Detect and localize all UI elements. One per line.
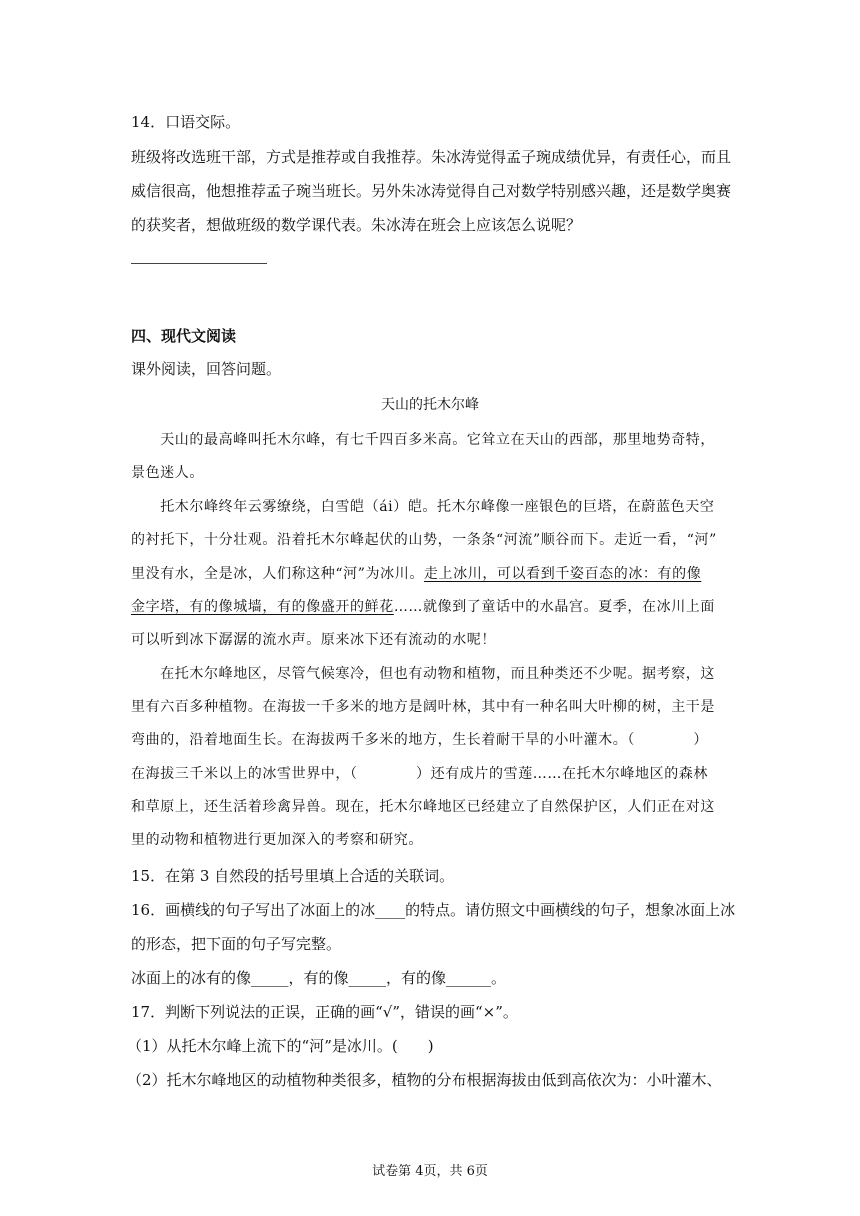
question-16-line-2: 的形态，把下面的句子写完整。 xyxy=(131,935,342,953)
passage-p2-line-1: 托木尔峰终年云雾缭绕，白雪皑（ái）皑。托木尔峰像一座银色的巨塔，在蔚蓝色天空 xyxy=(131,499,715,515)
passage-p2-line-4-plain: ……就像到了童话中的水晶宫。夏季，在冰川上面 xyxy=(393,599,716,615)
passage-p2-line-2: 的衬托下，十分壮观。沿着托木尔峰起伏的山势，一条条“河流”顺谷而下。走近一看，“河” xyxy=(131,532,717,548)
passage-title: 天山的托木尔峰 xyxy=(381,397,479,413)
q14-heading: 14．口语交际。 xyxy=(131,113,241,131)
underlined-sentence-part-2: 金字塔，有的像城墙，有的像盛开的鲜花 xyxy=(131,599,394,615)
passage-p3-line-2: 里有六百多种植物。在海拔一千多米的地方是阔叶林，其中有一种名叫大叶柳的树，主干是 xyxy=(131,699,715,715)
q14-text-line-1: 班级将改选班干部，方式是推荐或自我推荐。朱冰涛觉得孟子琬成绩优异，有责任心，而且 xyxy=(131,148,732,166)
passage-p2-line-3-plain: 里没有水，全是冰，人们称这种“河”为冰川。 xyxy=(131,566,424,582)
question-16-line-3: 冰面上的冰有的像_____，有的像_____，有的像______。 xyxy=(131,969,507,987)
q14-text-line-3: 的获奖者，想做班级的数学课代表。朱冰涛在班会上应该怎么说呢？ xyxy=(131,216,582,234)
passage-p2-line-5: 可以听到冰下潺潺的流水声。原来冰下还有流动的水呢！ xyxy=(131,632,496,648)
passage-p1-line-1: 天山的最高峰叫托木尔峰，有七千四百多米高。它耸立在天山的西部，那里地势奇特， xyxy=(131,432,715,448)
page-footer: 试卷第 4页，共 6页 xyxy=(372,1164,488,1179)
passage-p3-line-5: 和草原上，还生活着珍禽异兽。现在，托木尔峰地区已经建立了自然保护区，人们正在对这 xyxy=(131,799,715,815)
section-intro: 课外阅读，回答问题。 xyxy=(131,360,282,378)
passage-p2-line-4 xyxy=(131,597,715,617)
question-15: 15．在第 3 自然段的括号里填上合适的关联词。 xyxy=(131,867,455,885)
question-16-line-1: 16．画横线的句子写出了冰面上的冰____的特点。请仿照文中画横线的句子，想象冰面上冰 xyxy=(131,901,736,919)
passage-p1-line-2: 景色迷人。 xyxy=(131,465,204,481)
passage-p3-line-1: 在托木尔峰地区，尽管气候寒冷，但也有动物和植物，而且种类还不少呢。据考察，这 xyxy=(131,666,715,682)
q14-answer-blank[interactable] xyxy=(131,263,267,264)
question-17: 17．判断下列说法的正误，正确的画“√”，错误的画“×”。 xyxy=(131,1003,518,1021)
question-17-item-1: （1）从托木尔峰上流下的“河”是冰川。( ) xyxy=(127,1037,434,1055)
section-heading: 四、现代文阅读 xyxy=(131,327,237,345)
question-17-item-2: （2）托木尔峰地区的动植物种类很多，植物的分布根据海拔由低到高依次为：小叶灌木、 xyxy=(127,1071,722,1089)
passage-p3-line-6: 里的动物和植物进行更加深入的考察和研究。 xyxy=(131,832,423,848)
passage-p2-line-3 xyxy=(131,564,701,584)
underlined-sentence-part-1: 走上冰川，可以看到千姿百态的冰：有的像 xyxy=(423,566,702,582)
passage-p3-line-3: 弯曲的，沿着地面生长。在海拔两千多米的地方，生长着耐干旱的小叶灌木。（ ） xyxy=(131,732,708,748)
q14-text-line-2: 威信很高，他想推荐孟子琬当班长。另外朱冰涛觉得自己对数学特别感兴趣，还是数学奥赛 xyxy=(131,182,732,200)
passage-p3-line-4: 在海拔三千米以上的冰雪世界中，（ ）还有成片的雪莲……在托木尔峰地区的森林 xyxy=(131,766,708,782)
